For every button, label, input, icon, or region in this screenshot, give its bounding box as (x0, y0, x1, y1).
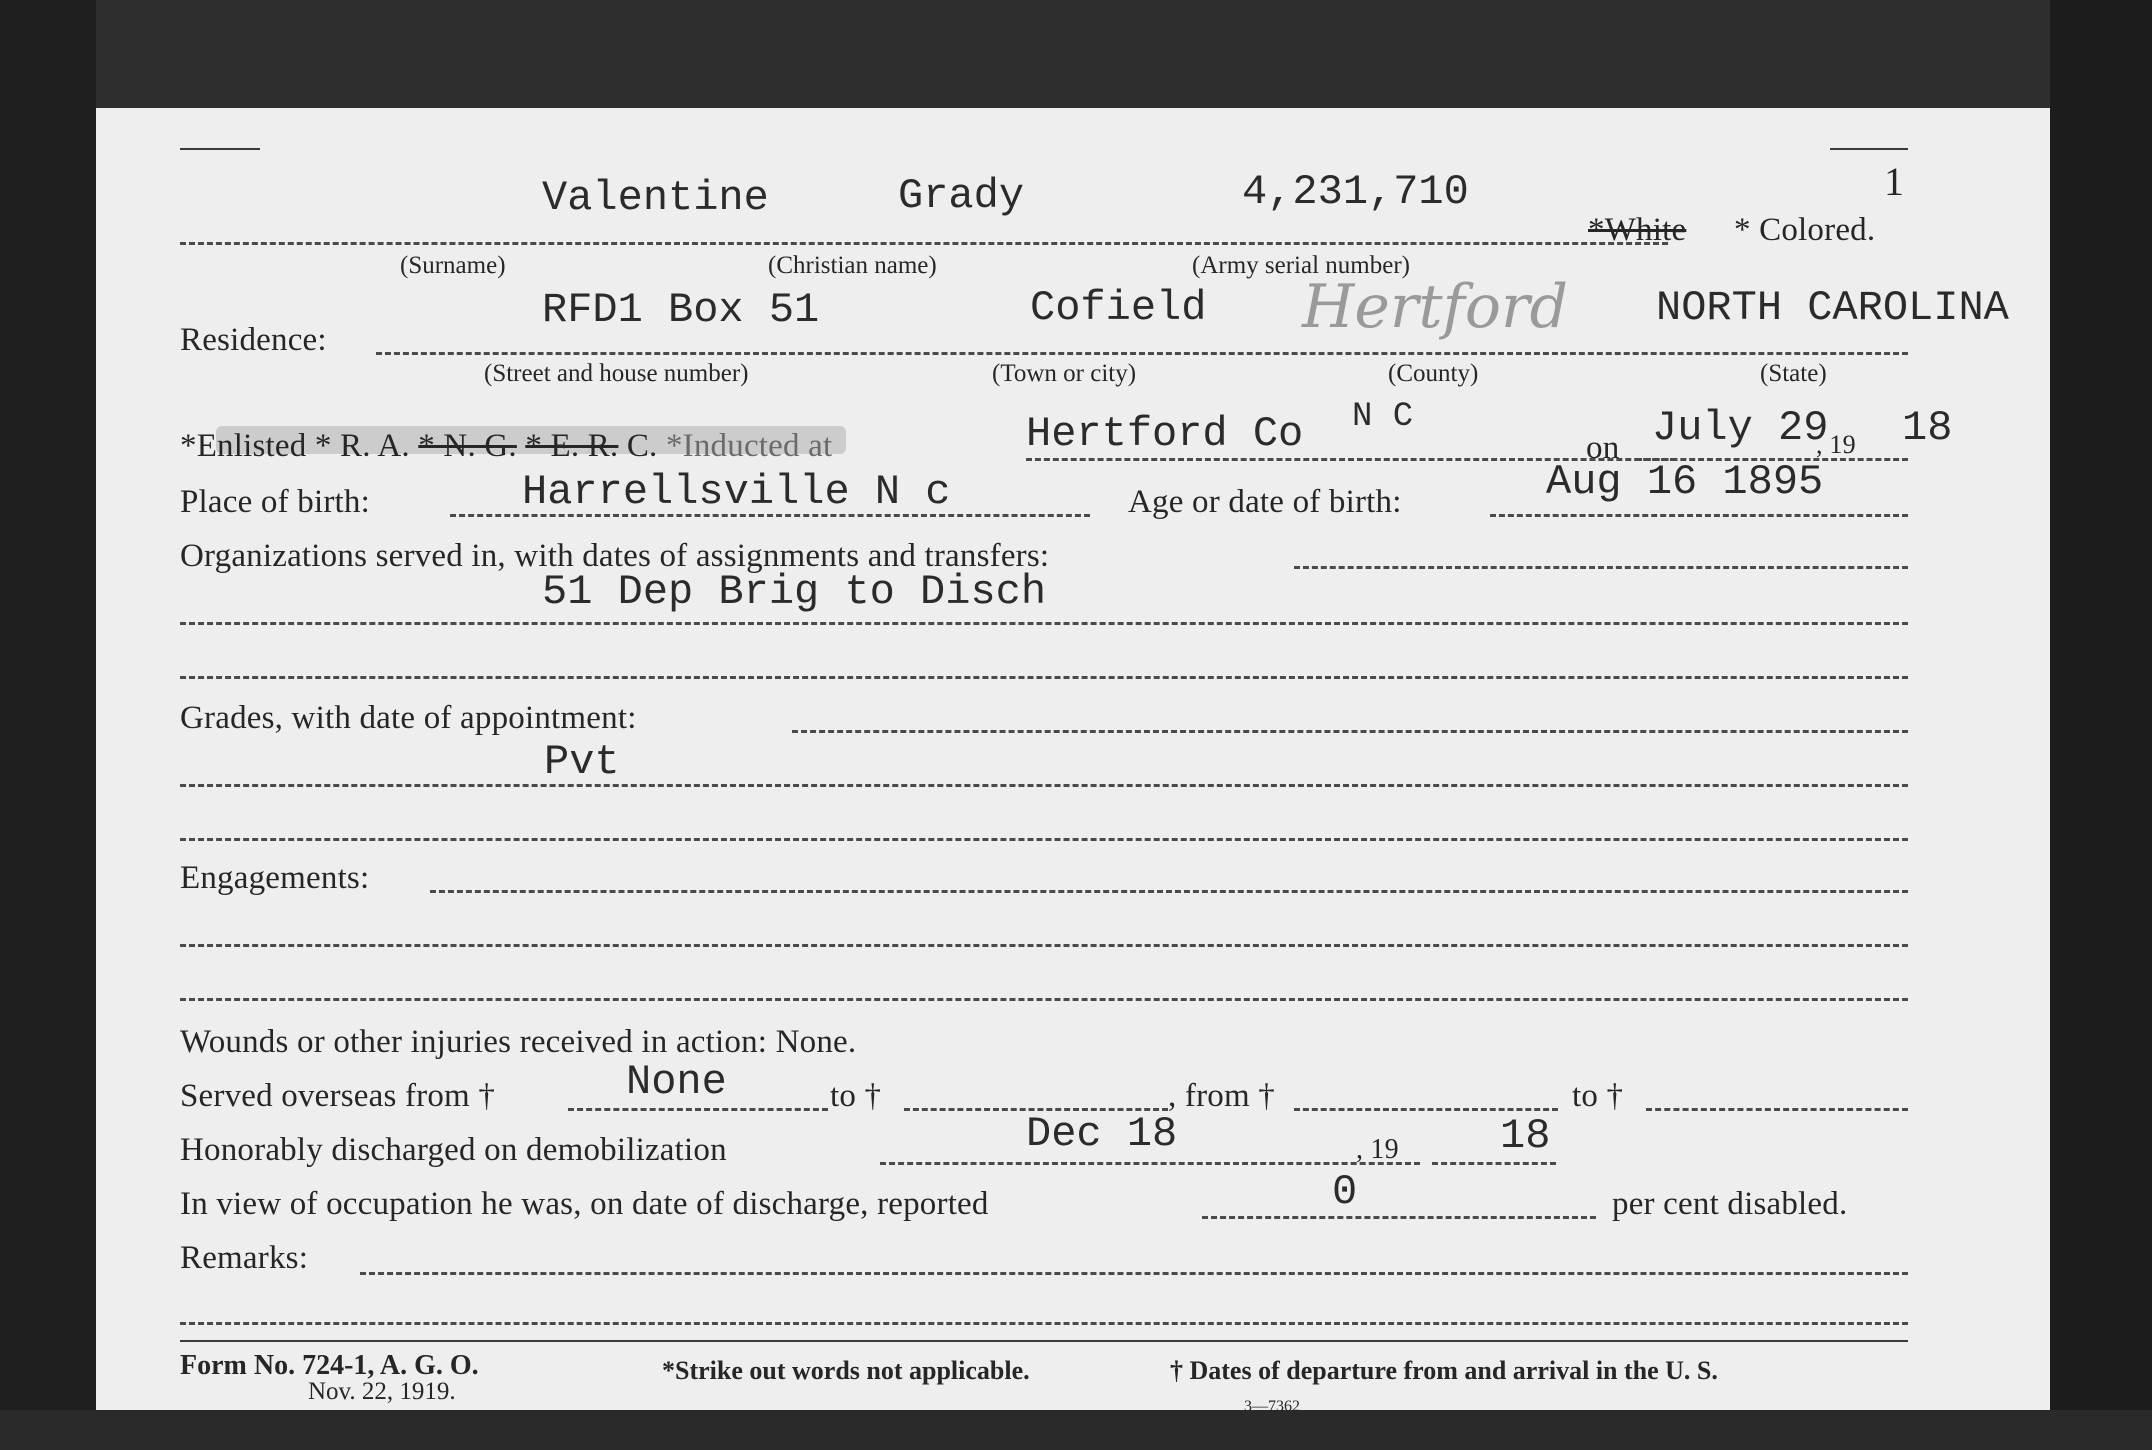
enlisted-er: * E. R. (525, 428, 619, 464)
discharge-date: Dec 18 (1026, 1110, 1178, 1158)
organizations-value: 51 Dep Brig to Disch (542, 568, 1047, 616)
engagements-line-2 (180, 944, 1908, 947)
enlisted-c: C. (626, 428, 658, 464)
overseas-from-line-2 (1294, 1108, 1558, 1111)
scan-border-bottom (0, 1410, 2152, 1450)
discharge-year-line (1432, 1162, 1556, 1165)
form-number: Form No. 724-1, A. G. O. (180, 1350, 479, 1381)
overseas-from-value: None (626, 1058, 727, 1106)
grades-value: Pvt (544, 738, 620, 786)
caption-state: (State) (1760, 360, 1827, 387)
grades-line-1 (792, 730, 1908, 733)
caption-serial-number: (Army serial number) (1192, 252, 1410, 279)
disability-label: In view of occupation he was, on date of discharge, reported (180, 1186, 989, 1222)
wounds-label: Wounds or other injuries received in action: None. (180, 1024, 857, 1060)
footnote-strike: *Strike out words not applicable. (662, 1356, 1030, 1385)
scan-border-right (2050, 0, 2152, 1450)
organizations-line-1 (1294, 566, 1908, 569)
overseas-to-label-2: to † (1572, 1078, 1624, 1114)
residence-town: Cofield (1030, 284, 1207, 332)
inducted-at: *Inducted at (665, 428, 833, 464)
discharge-year: 18 (1500, 1112, 1551, 1160)
engagements-label: Engagements: (180, 860, 370, 896)
caption-surname: (Surname) (400, 252, 506, 279)
residence-line (376, 352, 1908, 355)
race-colored: * Colored. (1734, 212, 1876, 248)
birthdate-label: Age or date of birth: (1128, 484, 1402, 520)
caption-town: (Town or city) (992, 360, 1137, 387)
overseas-to-label-1: to † (830, 1078, 882, 1114)
discharge-label: Honorably discharged on demobilization (180, 1132, 727, 1168)
induction-year: 18 (1902, 404, 1953, 452)
disability-suffix: per cent disabled. (1612, 1186, 1848, 1222)
sheet-number: 1 (1884, 159, 1905, 204)
caption-county: (County) (1388, 360, 1479, 387)
birthdate-value: Aug 16 1895 (1546, 458, 1824, 506)
caption-christian-name: (Christian name) (768, 252, 937, 279)
birthplace-line (450, 514, 1090, 517)
engagements-line-1 (430, 890, 1908, 893)
overseas-from-line (568, 1108, 828, 1111)
form-date: Nov. 22, 1919. (308, 1378, 456, 1405)
residence-county: Hertford (1302, 272, 1569, 342)
grades-label: Grades, with date of appointment: (180, 700, 637, 736)
remarks-line-1 (360, 1272, 1908, 1275)
engagements-line-3 (180, 998, 1908, 1001)
caption-street: (Street and house number) (484, 360, 749, 387)
print-code: 3—7362 (1244, 1398, 1300, 1415)
footnote-dates: † Dates of departure from and arrival in the U. S. (1170, 1356, 1718, 1385)
surname-value: Valentine (542, 174, 769, 222)
induction-year-prefix: , 19 (1816, 430, 1856, 459)
scan-border-top (0, 0, 2152, 108)
serial-number-value: 4,231,710 (1242, 168, 1469, 216)
remarks-label: Remarks: (180, 1240, 309, 1276)
race-white: *White (1588, 212, 1687, 248)
residence-label: Residence: (180, 322, 327, 358)
top-right-rule (1830, 148, 1908, 150)
overseas-from-label-2: , from † (1168, 1078, 1275, 1114)
service-record-card (96, 108, 2050, 1415)
birthdate-line (1490, 514, 1908, 517)
organizations-line-3 (180, 676, 1908, 679)
birthplace-label: Place of birth: (180, 484, 370, 520)
residence-street: RFD1 Box 51 (542, 286, 820, 334)
name-line (180, 242, 1668, 245)
remarks-line-2 (180, 1322, 1908, 1325)
on-label: on (1586, 430, 1620, 466)
grades-line-3 (180, 838, 1908, 841)
enlistment-label (180, 428, 832, 465)
discharge-line (880, 1162, 1420, 1165)
induction-date: July 29 (1652, 404, 1829, 452)
induction-place: Hertford Co (1026, 410, 1304, 458)
overseas-label: Served overseas from † (180, 1078, 496, 1114)
footer-rule (180, 1340, 1908, 1342)
organizations-label: Organizations served in, with dates of assignments and transfers: (180, 538, 1050, 574)
overseas-to-line-2 (1646, 1108, 1908, 1111)
enlisted-ng: * N. G. (418, 428, 517, 464)
birthplace-value: Harrellsville N c (522, 468, 951, 516)
grades-line-2 (180, 784, 1908, 787)
residence-state: NORTH CAROLINA (1656, 284, 2009, 332)
christian-name-value: Grady (898, 172, 1025, 220)
scan-border-left (0, 0, 96, 1450)
organizations-line-2 (180, 622, 1908, 625)
discharge-year-prefix: , 19 (1356, 1134, 1399, 1165)
enlisted-ra: *Enlisted * R. A. (180, 428, 410, 464)
induction-place-state: N C (1352, 398, 1414, 436)
top-left-rule (180, 148, 260, 150)
disability-line (1202, 1216, 1596, 1219)
disability-value: 0 (1332, 1168, 1358, 1216)
